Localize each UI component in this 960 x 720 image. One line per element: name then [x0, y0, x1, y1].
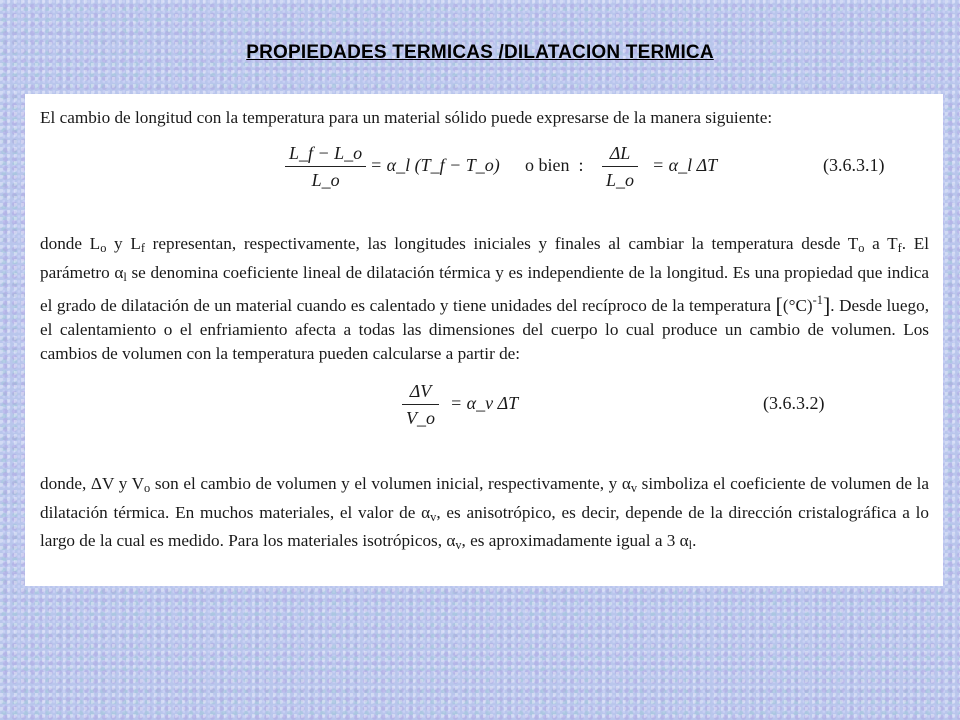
p2-text-7: . Desde luego, el calentamiento o el enfriamiento afecta a todas las dimensiones del cuerpo lo cual produce un cambio de volumen. Los cambios de volumen con la temperatura pueden calcularse a partir de:: [40, 296, 929, 363]
eq1-alt-numerator: ΔL: [602, 140, 638, 167]
eq2-denominator: V_o: [406, 407, 435, 428]
p2-sub-2: f: [140, 240, 145, 255]
eq2-rhs: = α_v ΔT: [450, 392, 519, 413]
p3-sub-1: o: [144, 480, 151, 495]
p2-text-3: representan, respectivamente, las longitudes iniciales y finales al cambiar la temperatura desde T: [144, 233, 859, 253]
p3-text-2: son el cambio de volumen y el volumen inicial, respectivamente, y α: [150, 473, 631, 493]
intro-text: El cambio de longitud con la temperatura para un material sólido puede expresarse de la manera siguiente:: [40, 108, 773, 127]
p3-text-1: donde, ΔV y V: [40, 473, 145, 493]
eq1-connector-text: o bien: [525, 154, 570, 175]
p2-sub-1: o: [100, 240, 107, 255]
eq1-rhs: = α_l (T_f − T_o): [370, 154, 500, 175]
p3-text-3: simboliza el coeficiente de volumen de la dilatación térmica. En muchos materiales, el valor de α: [40, 473, 929, 522]
p2-unit-bracket-open: [: [775, 293, 783, 319]
document-panel: [25, 94, 943, 586]
p3-sub-2: v: [630, 480, 638, 495]
eq2-rhs-expr: α_v ΔT: [466, 392, 519, 413]
eq1-alt-rhs: = α_l ΔT: [652, 154, 718, 175]
page-title: PROPIEDADES TERMICAS /DILATACION TERMICA: [246, 42, 714, 63]
equation-3-6-3-1: [40, 140, 929, 224]
eq1-alt-rhs-expr: α_l ΔT: [668, 154, 718, 175]
p2-unit-exponent: -1: [812, 293, 823, 308]
p2-text-5: . El parámetro α: [40, 233, 929, 282]
p2-text-4: a T: [864, 233, 898, 253]
p3-text-4: , es anisotrópico, es decir, depende de la dirección cristalográfica a lo largo de la cual es medido. Para los materiales isotrópicos, α: [40, 502, 929, 551]
paragraph-2: [40, 232, 929, 366]
eq1-lhs-fraction: [285, 140, 366, 193]
eq2-number: (3.6.3.2): [763, 392, 825, 413]
p3-sub-3: v: [430, 509, 437, 524]
eq1-rhs-expr: α_l (T_f − T_o): [386, 154, 500, 175]
p3-text-5: , es aproximadamente igual a 3 α: [461, 531, 689, 551]
eq1-alt-denominator: L_o: [606, 169, 635, 190]
p2-sub-4: f: [897, 240, 902, 255]
p2-unit-bracket-close: ]: [822, 293, 831, 319]
p3-sub-5: l: [688, 538, 693, 553]
p2-sub-5: l: [123, 269, 127, 284]
p2-text-6: se denomina coeficiente lineal de dilatación térmica y es independiente de la longitud. Es una propiedad que indica el grado de dilatación de un material cuando es calentado y tiene unidades del recíproco de la temperatura: [40, 262, 929, 316]
eq1-number: (3.6.3.1): [823, 154, 885, 175]
eq2-fraction: [402, 378, 439, 431]
eq1-lhs-denominator: L_o: [311, 169, 340, 190]
eq1-alt-fraction: [602, 140, 638, 193]
eq1-connector: o bien :: [525, 154, 584, 175]
p2-unit: (°C): [782, 296, 813, 316]
eq1-lhs-numerator: L_f − L_o: [285, 140, 366, 167]
p2-text-2: y L: [106, 233, 141, 253]
p2-text-1: donde L: [40, 233, 101, 253]
eq2-numerator: ΔV: [402, 378, 439, 405]
equation-3-6-3-2: [40, 378, 929, 458]
p3-text-6: .: [692, 531, 697, 551]
paragraph-3: [40, 472, 929, 558]
p2-sub-3: o: [858, 240, 865, 255]
p3-sub-4: v: [455, 538, 462, 553]
